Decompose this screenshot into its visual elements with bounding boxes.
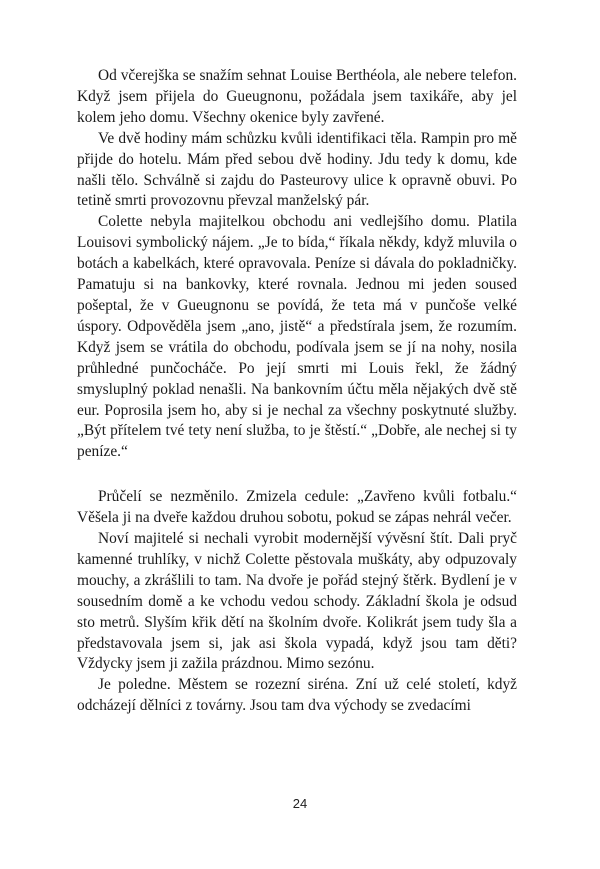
paragraph: Průčelí se nezměnilo. Zmizela cedule: „Zavřeno kvůli fotbalu.“ Věšela ji na dveře každou druhou sobotu, pokud se zápas nehrál večer. — [77, 488, 517, 527]
section-break — [77, 463, 517, 487]
page-body — [77, 66, 517, 717]
paragraph: Je poledne. Městem se rozezní siréna. Zní už celé století, když odcházejí dělníci z továrny. Jsou tam dva východy se zvedacími — [77, 676, 517, 715]
paragraph: Noví majitelé si nechali vyrobit modernější vývěsní štít. Dali pryč kamenné truhlíky, v nichž Colette pěstovala muškáty, aby odpuzovaly mouchy, a zkrášlili to tam. Na dvoře je pořád stejný štěrk. Bydlení je v sousedním domě a ke vchodu vedou schody. Základní škola je odsud sto metrů. Slyším křik dětí na školním dvoře. Kolikrát jsem tudy šla a představovala jsem si, jak asi škola vypadá, když jsou tam děti? Vždycky jsem ji zažila prázdnou. Mimo sezónu. — [77, 530, 517, 673]
page-number: 24 — [292, 796, 308, 811]
paragraph: Colette nebyla majitelkou obchodu ani vedlejšího domu. Platila Louisovi symbolický nájem. „Je to bída,“ říkala někdy, když mluvila o botách a kabelkách, které opravovala. Peníze si dávala do pokladničky. Pamatuju si na bankovky, které rovnala. Jednou mi jeden soused pošeptal, že v Gueugnonu se povídá, že teta má v punčoše velké úspory. Odpověděla jsem „ano, jistě“ a předstírala jsem, že rozumím. Když jsem se vrátila do obchodu, podívala jsem se jí na nohy, nosila průhledné punčocháče. Po její smrti mi Louis řekl, že žádný smysluplný poklad nenašli. Na bankovním účtu měla nějakých dvě stě eur. Poprosila jsem ho, aby si je nechal za všechny poskytnuté služby. „Být přítelem tvé tety není služba, to je štěstí.“ „Dobře, ale nechej si ty peníze.“ — [77, 213, 517, 461]
paragraph: Ve dvě hodiny mám schůzku kvůli identifikaci těla. Rampin pro mě přijde do hotelu. Mám před sebou dvě hodiny. Jdu tedy k domu, kde našli tělo. Schválně si zajdu do Pasteurovy ulice k opravně obuvi. Po tetině smrti provozovnu převzal manželský pár. — [77, 129, 517, 210]
paragraph: Od včerejška se snažím sehnat Louise Berthéola, ale nebere telefon. Když jsem přijela do Gueugnonu, požádala jsem taxikáře, aby jel kolem jeho domu. Všechny okenice byly zavřené. — [77, 67, 517, 126]
